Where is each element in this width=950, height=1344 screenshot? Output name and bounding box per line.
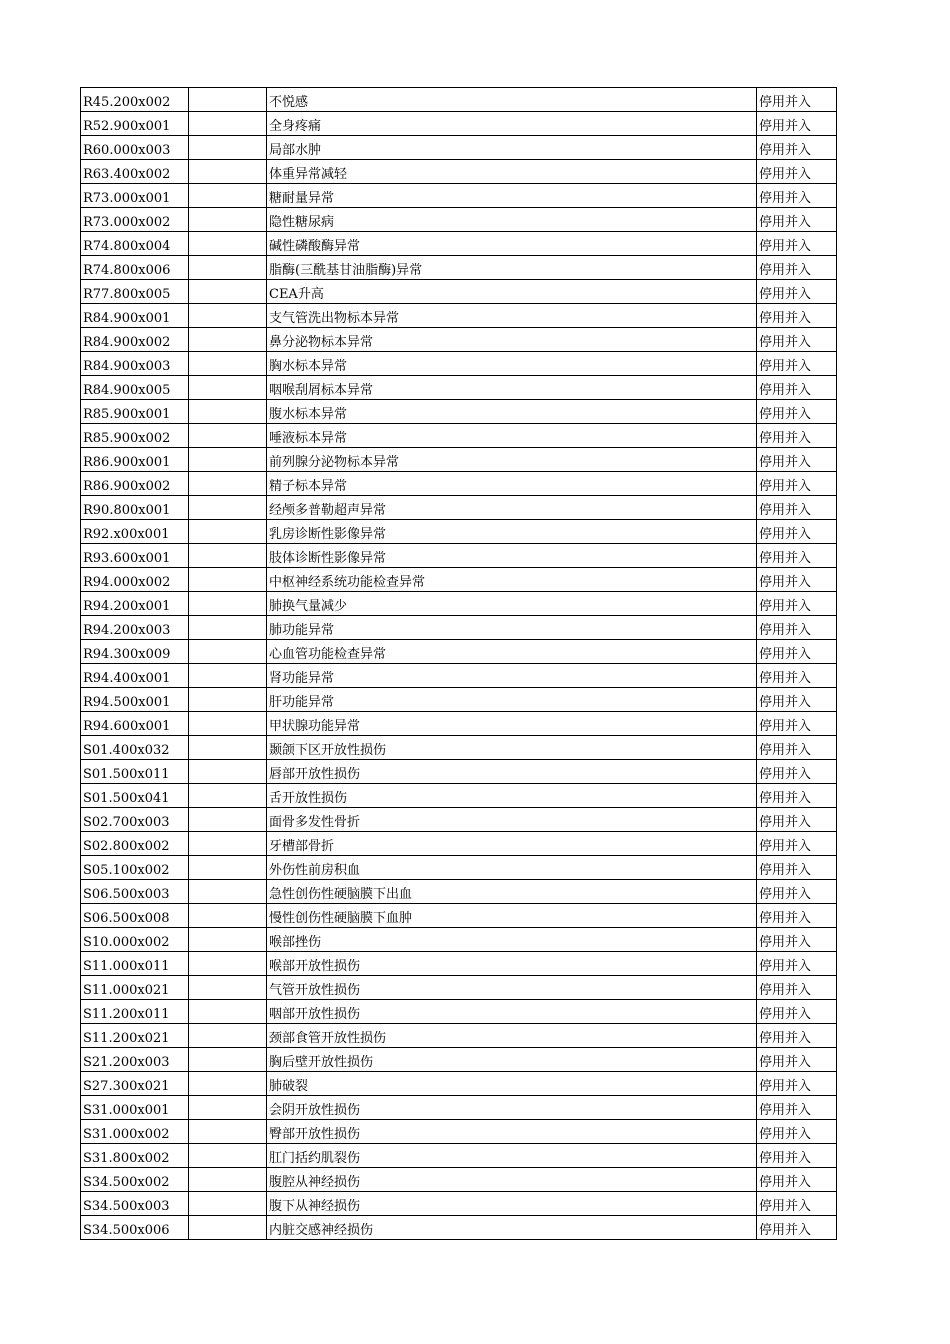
table-row [81, 664, 837, 688]
diagnosis-name-cell: 肺换气量减少 [267, 592, 757, 616]
status-cell: 停用并入 [757, 1168, 837, 1192]
diagnosis-name-cell: 唾液标本异常 [267, 424, 757, 448]
status-cell: 停用并入 [757, 1048, 837, 1072]
table-row [81, 1168, 837, 1192]
diagnosis-name-cell: 腹水标本异常 [267, 400, 757, 424]
code-table-body [81, 88, 837, 1240]
table-row [81, 832, 837, 856]
status-cell: 停用并入 [757, 832, 837, 856]
table-row [81, 1072, 837, 1096]
table-row [81, 952, 837, 976]
code-cell: S01.400x032 [81, 736, 189, 760]
diagnosis-name-cell: 颈部食管开放性损伤 [267, 1024, 757, 1048]
diagnosis-name-cell: 臀部开放性损伤 [267, 1120, 757, 1144]
table-row [81, 928, 837, 952]
code-table [80, 87, 837, 1240]
table-row [81, 1216, 837, 1240]
table-row [81, 280, 837, 304]
empty-cell [189, 328, 267, 352]
status-cell: 停用并入 [757, 952, 837, 976]
empty-cell [189, 256, 267, 280]
table-row [81, 712, 837, 736]
diagnosis-name-cell: 鼻分泌物标本异常 [267, 328, 757, 352]
code-cell: R84.900x002 [81, 328, 189, 352]
table-row [81, 568, 837, 592]
code-cell: S11.200x021 [81, 1024, 189, 1048]
table-row [81, 376, 837, 400]
status-cell: 停用并入 [757, 1144, 837, 1168]
empty-cell [189, 712, 267, 736]
table-row [81, 112, 837, 136]
table-row [81, 880, 837, 904]
status-cell: 停用并入 [757, 808, 837, 832]
empty-cell [189, 160, 267, 184]
status-cell: 停用并入 [757, 376, 837, 400]
empty-cell [189, 1024, 267, 1048]
status-cell: 停用并入 [757, 88, 837, 112]
diagnosis-name-cell: 肺破裂 [267, 1072, 757, 1096]
table-row [81, 1024, 837, 1048]
table-row [81, 1192, 837, 1216]
diagnosis-name-cell: 肺功能异常 [267, 616, 757, 640]
diagnosis-name-cell: 内脏交感神经损伤 [267, 1216, 757, 1240]
empty-cell [189, 448, 267, 472]
diagnosis-name-cell: 经颅多普勒超声异常 [267, 496, 757, 520]
empty-cell [189, 832, 267, 856]
status-cell: 停用并入 [757, 280, 837, 304]
empty-cell [189, 1120, 267, 1144]
status-cell: 停用并入 [757, 736, 837, 760]
status-cell: 停用并入 [757, 856, 837, 880]
status-cell: 停用并入 [757, 256, 837, 280]
code-cell: S06.500x003 [81, 880, 189, 904]
code-cell: S02.800x002 [81, 832, 189, 856]
status-cell: 停用并入 [757, 616, 837, 640]
empty-cell [189, 568, 267, 592]
diagnosis-name-cell: 喉部挫伤 [267, 928, 757, 952]
empty-cell [189, 928, 267, 952]
diagnosis-name-cell: 咽部开放性损伤 [267, 1000, 757, 1024]
empty-cell [189, 496, 267, 520]
code-cell: R94.500x001 [81, 688, 189, 712]
empty-cell [189, 376, 267, 400]
status-cell: 停用并入 [757, 328, 837, 352]
diagnosis-name-cell: CEA升高 [267, 280, 757, 304]
diagnosis-name-cell: 牙槽部骨折 [267, 832, 757, 856]
table-row [81, 856, 837, 880]
table-row [81, 88, 837, 112]
status-cell: 停用并入 [757, 160, 837, 184]
diagnosis-name-cell: 心血管功能检查异常 [267, 640, 757, 664]
table-row [81, 544, 837, 568]
status-cell: 停用并入 [757, 304, 837, 328]
diagnosis-name-cell: 乳房诊断性影像异常 [267, 520, 757, 544]
diagnosis-name-cell: 前列腺分泌物标本异常 [267, 448, 757, 472]
code-cell: R94.200x001 [81, 592, 189, 616]
diagnosis-name-cell: 舌开放性损伤 [267, 784, 757, 808]
table-row [81, 304, 837, 328]
status-cell: 停用并入 [757, 928, 837, 952]
table-row [81, 136, 837, 160]
diagnosis-name-cell: 局部水肿 [267, 136, 757, 160]
diagnosis-name-cell: 会阴开放性损伤 [267, 1096, 757, 1120]
code-cell: S34.500x006 [81, 1216, 189, 1240]
diagnosis-name-cell: 喉部开放性损伤 [267, 952, 757, 976]
code-cell: R85.900x001 [81, 400, 189, 424]
code-cell: R94.000x002 [81, 568, 189, 592]
table-row [81, 232, 837, 256]
diagnosis-name-cell: 唇部开放性损伤 [267, 760, 757, 784]
diagnosis-name-cell: 肝功能异常 [267, 688, 757, 712]
code-cell: S34.500x002 [81, 1168, 189, 1192]
code-cell: R90.800x001 [81, 496, 189, 520]
diagnosis-name-cell: 肛门括约肌裂伤 [267, 1144, 757, 1168]
code-cell: R86.900x002 [81, 472, 189, 496]
status-cell: 停用并入 [757, 112, 837, 136]
empty-cell [189, 304, 267, 328]
empty-cell [189, 280, 267, 304]
empty-cell [189, 1216, 267, 1240]
empty-cell [189, 112, 267, 136]
empty-cell [189, 760, 267, 784]
code-cell: S06.500x008 [81, 904, 189, 928]
table-row [81, 1048, 837, 1072]
empty-cell [189, 232, 267, 256]
diagnosis-name-cell: 腹下从神经损伤 [267, 1192, 757, 1216]
diagnosis-name-cell: 慢性创伤性硬脑膜下血肿 [267, 904, 757, 928]
diagnosis-name-cell: 气管开放性损伤 [267, 976, 757, 1000]
code-cell: R84.900x001 [81, 304, 189, 328]
status-cell: 停用并入 [757, 184, 837, 208]
diagnosis-name-cell: 支气管洗出物标本异常 [267, 304, 757, 328]
status-cell: 停用并入 [757, 976, 837, 1000]
diagnosis-name-cell: 不悦感 [267, 88, 757, 112]
status-cell: 停用并入 [757, 1000, 837, 1024]
empty-cell [189, 544, 267, 568]
code-cell: S31.000x001 [81, 1096, 189, 1120]
table-row [81, 520, 837, 544]
empty-cell [189, 1168, 267, 1192]
empty-cell [189, 424, 267, 448]
table-row [81, 160, 837, 184]
empty-cell [189, 976, 267, 1000]
code-cell: R94.300x009 [81, 640, 189, 664]
status-cell: 停用并入 [757, 784, 837, 808]
table-row [81, 400, 837, 424]
code-cell: S11.000x021 [81, 976, 189, 1000]
table-row [81, 256, 837, 280]
code-cell: R45.200x002 [81, 88, 189, 112]
empty-cell [189, 736, 267, 760]
table-row [81, 1144, 837, 1168]
code-cell: R85.900x002 [81, 424, 189, 448]
status-cell: 停用并入 [757, 664, 837, 688]
code-cell: R74.800x006 [81, 256, 189, 280]
status-cell: 停用并入 [757, 424, 837, 448]
empty-cell [189, 184, 267, 208]
table-row [81, 496, 837, 520]
status-cell: 停用并入 [757, 496, 837, 520]
table-row [81, 592, 837, 616]
table-row [81, 904, 837, 928]
status-cell: 停用并入 [757, 232, 837, 256]
status-cell: 停用并入 [757, 592, 837, 616]
diagnosis-name-cell: 腹腔从神经损伤 [267, 1168, 757, 1192]
diagnosis-name-cell: 隐性糖尿病 [267, 208, 757, 232]
empty-cell [189, 880, 267, 904]
empty-cell [189, 88, 267, 112]
code-cell: S34.500x003 [81, 1192, 189, 1216]
empty-cell [189, 1000, 267, 1024]
code-cell: R60.000x003 [81, 136, 189, 160]
code-cell: R94.400x001 [81, 664, 189, 688]
table-row [81, 760, 837, 784]
empty-cell [189, 592, 267, 616]
status-cell: 停用并入 [757, 1216, 837, 1240]
status-cell: 停用并入 [757, 760, 837, 784]
code-cell: R84.900x003 [81, 352, 189, 376]
empty-cell [189, 808, 267, 832]
status-cell: 停用并入 [757, 400, 837, 424]
status-cell: 停用并入 [757, 520, 837, 544]
diagnosis-name-cell: 胸后壁开放性损伤 [267, 1048, 757, 1072]
table-row [81, 976, 837, 1000]
code-cell: R73.000x001 [81, 184, 189, 208]
status-cell: 停用并入 [757, 352, 837, 376]
status-cell: 停用并入 [757, 688, 837, 712]
diagnosis-name-cell: 胸水标本异常 [267, 352, 757, 376]
diagnosis-name-cell: 精子标本异常 [267, 472, 757, 496]
table-row [81, 688, 837, 712]
code-cell: R92.x00x001 [81, 520, 189, 544]
diagnosis-name-cell: 肢体诊断性影像异常 [267, 544, 757, 568]
empty-cell [189, 1072, 267, 1096]
empty-cell [189, 952, 267, 976]
code-cell: S27.300x021 [81, 1072, 189, 1096]
code-cell: S01.500x011 [81, 760, 189, 784]
code-cell: R63.400x002 [81, 160, 189, 184]
diagnosis-name-cell: 糖耐量异常 [267, 184, 757, 208]
diagnosis-name-cell: 外伤性前房积血 [267, 856, 757, 880]
diagnosis-name-cell: 脂酶(三酰基甘油脂酶)异常 [267, 256, 757, 280]
diagnosis-name-cell: 中枢神经系统功能检查异常 [267, 568, 757, 592]
diagnosis-name-cell: 肾功能异常 [267, 664, 757, 688]
code-cell: R77.800x005 [81, 280, 189, 304]
status-cell: 停用并入 [757, 904, 837, 928]
table-row [81, 1120, 837, 1144]
table-row [81, 352, 837, 376]
code-cell: R94.200x003 [81, 616, 189, 640]
empty-cell [189, 664, 267, 688]
status-cell: 停用并入 [757, 1024, 837, 1048]
empty-cell [189, 136, 267, 160]
empty-cell [189, 208, 267, 232]
code-cell: R84.900x005 [81, 376, 189, 400]
status-cell: 停用并入 [757, 208, 837, 232]
code-cell: S31.000x002 [81, 1120, 189, 1144]
table-row [81, 328, 837, 352]
diagnosis-name-cell: 碱性磷酸酶异常 [267, 232, 757, 256]
status-cell: 停用并入 [757, 1072, 837, 1096]
table-row [81, 808, 837, 832]
code-cell: R74.800x004 [81, 232, 189, 256]
table-row [81, 1000, 837, 1024]
table-row [81, 640, 837, 664]
status-cell: 停用并入 [757, 472, 837, 496]
status-cell: 停用并入 [757, 448, 837, 472]
code-cell: R93.600x001 [81, 544, 189, 568]
empty-cell [189, 904, 267, 928]
table-row [81, 1096, 837, 1120]
diagnosis-name-cell: 全身疼痛 [267, 112, 757, 136]
code-cell: S21.200x003 [81, 1048, 189, 1072]
status-cell: 停用并入 [757, 568, 837, 592]
diagnosis-name-cell: 甲状腺功能异常 [267, 712, 757, 736]
code-cell: R94.600x001 [81, 712, 189, 736]
diagnosis-name-cell: 急性创伤性硬脑膜下出血 [267, 880, 757, 904]
status-cell: 停用并入 [757, 1096, 837, 1120]
diagnosis-name-cell: 体重异常减轻 [267, 160, 757, 184]
empty-cell [189, 856, 267, 880]
status-cell: 停用并入 [757, 712, 837, 736]
table-row [81, 184, 837, 208]
table-row [81, 784, 837, 808]
code-cell: S01.500x041 [81, 784, 189, 808]
empty-cell [189, 520, 267, 544]
empty-cell [189, 1192, 267, 1216]
table-row [81, 208, 837, 232]
diagnosis-name-cell: 面骨多发性骨折 [267, 808, 757, 832]
code-cell: S11.000x011 [81, 952, 189, 976]
code-cell: S05.100x002 [81, 856, 189, 880]
code-cell: S02.700x003 [81, 808, 189, 832]
empty-cell [189, 1096, 267, 1120]
empty-cell [189, 688, 267, 712]
table-row [81, 472, 837, 496]
empty-cell [189, 640, 267, 664]
table-row [81, 448, 837, 472]
code-cell: S11.200x011 [81, 1000, 189, 1024]
diagnosis-name-cell: 咽喉刮屑标本异常 [267, 376, 757, 400]
status-cell: 停用并入 [757, 544, 837, 568]
code-cell: S10.000x002 [81, 928, 189, 952]
empty-cell [189, 400, 267, 424]
status-cell: 停用并入 [757, 880, 837, 904]
code-cell: R86.900x001 [81, 448, 189, 472]
empty-cell [189, 1048, 267, 1072]
code-cell: S31.800x002 [81, 1144, 189, 1168]
empty-cell [189, 784, 267, 808]
empty-cell [189, 472, 267, 496]
code-cell: R52.900x001 [81, 112, 189, 136]
empty-cell [189, 616, 267, 640]
empty-cell [189, 1144, 267, 1168]
status-cell: 停用并入 [757, 640, 837, 664]
status-cell: 停用并入 [757, 136, 837, 160]
diagnosis-name-cell: 颞颌下区开放性损伤 [267, 736, 757, 760]
status-cell: 停用并入 [757, 1192, 837, 1216]
empty-cell [189, 352, 267, 376]
table-row [81, 424, 837, 448]
table-row [81, 736, 837, 760]
code-cell: R73.000x002 [81, 208, 189, 232]
table-row [81, 616, 837, 640]
status-cell: 停用并入 [757, 1120, 837, 1144]
